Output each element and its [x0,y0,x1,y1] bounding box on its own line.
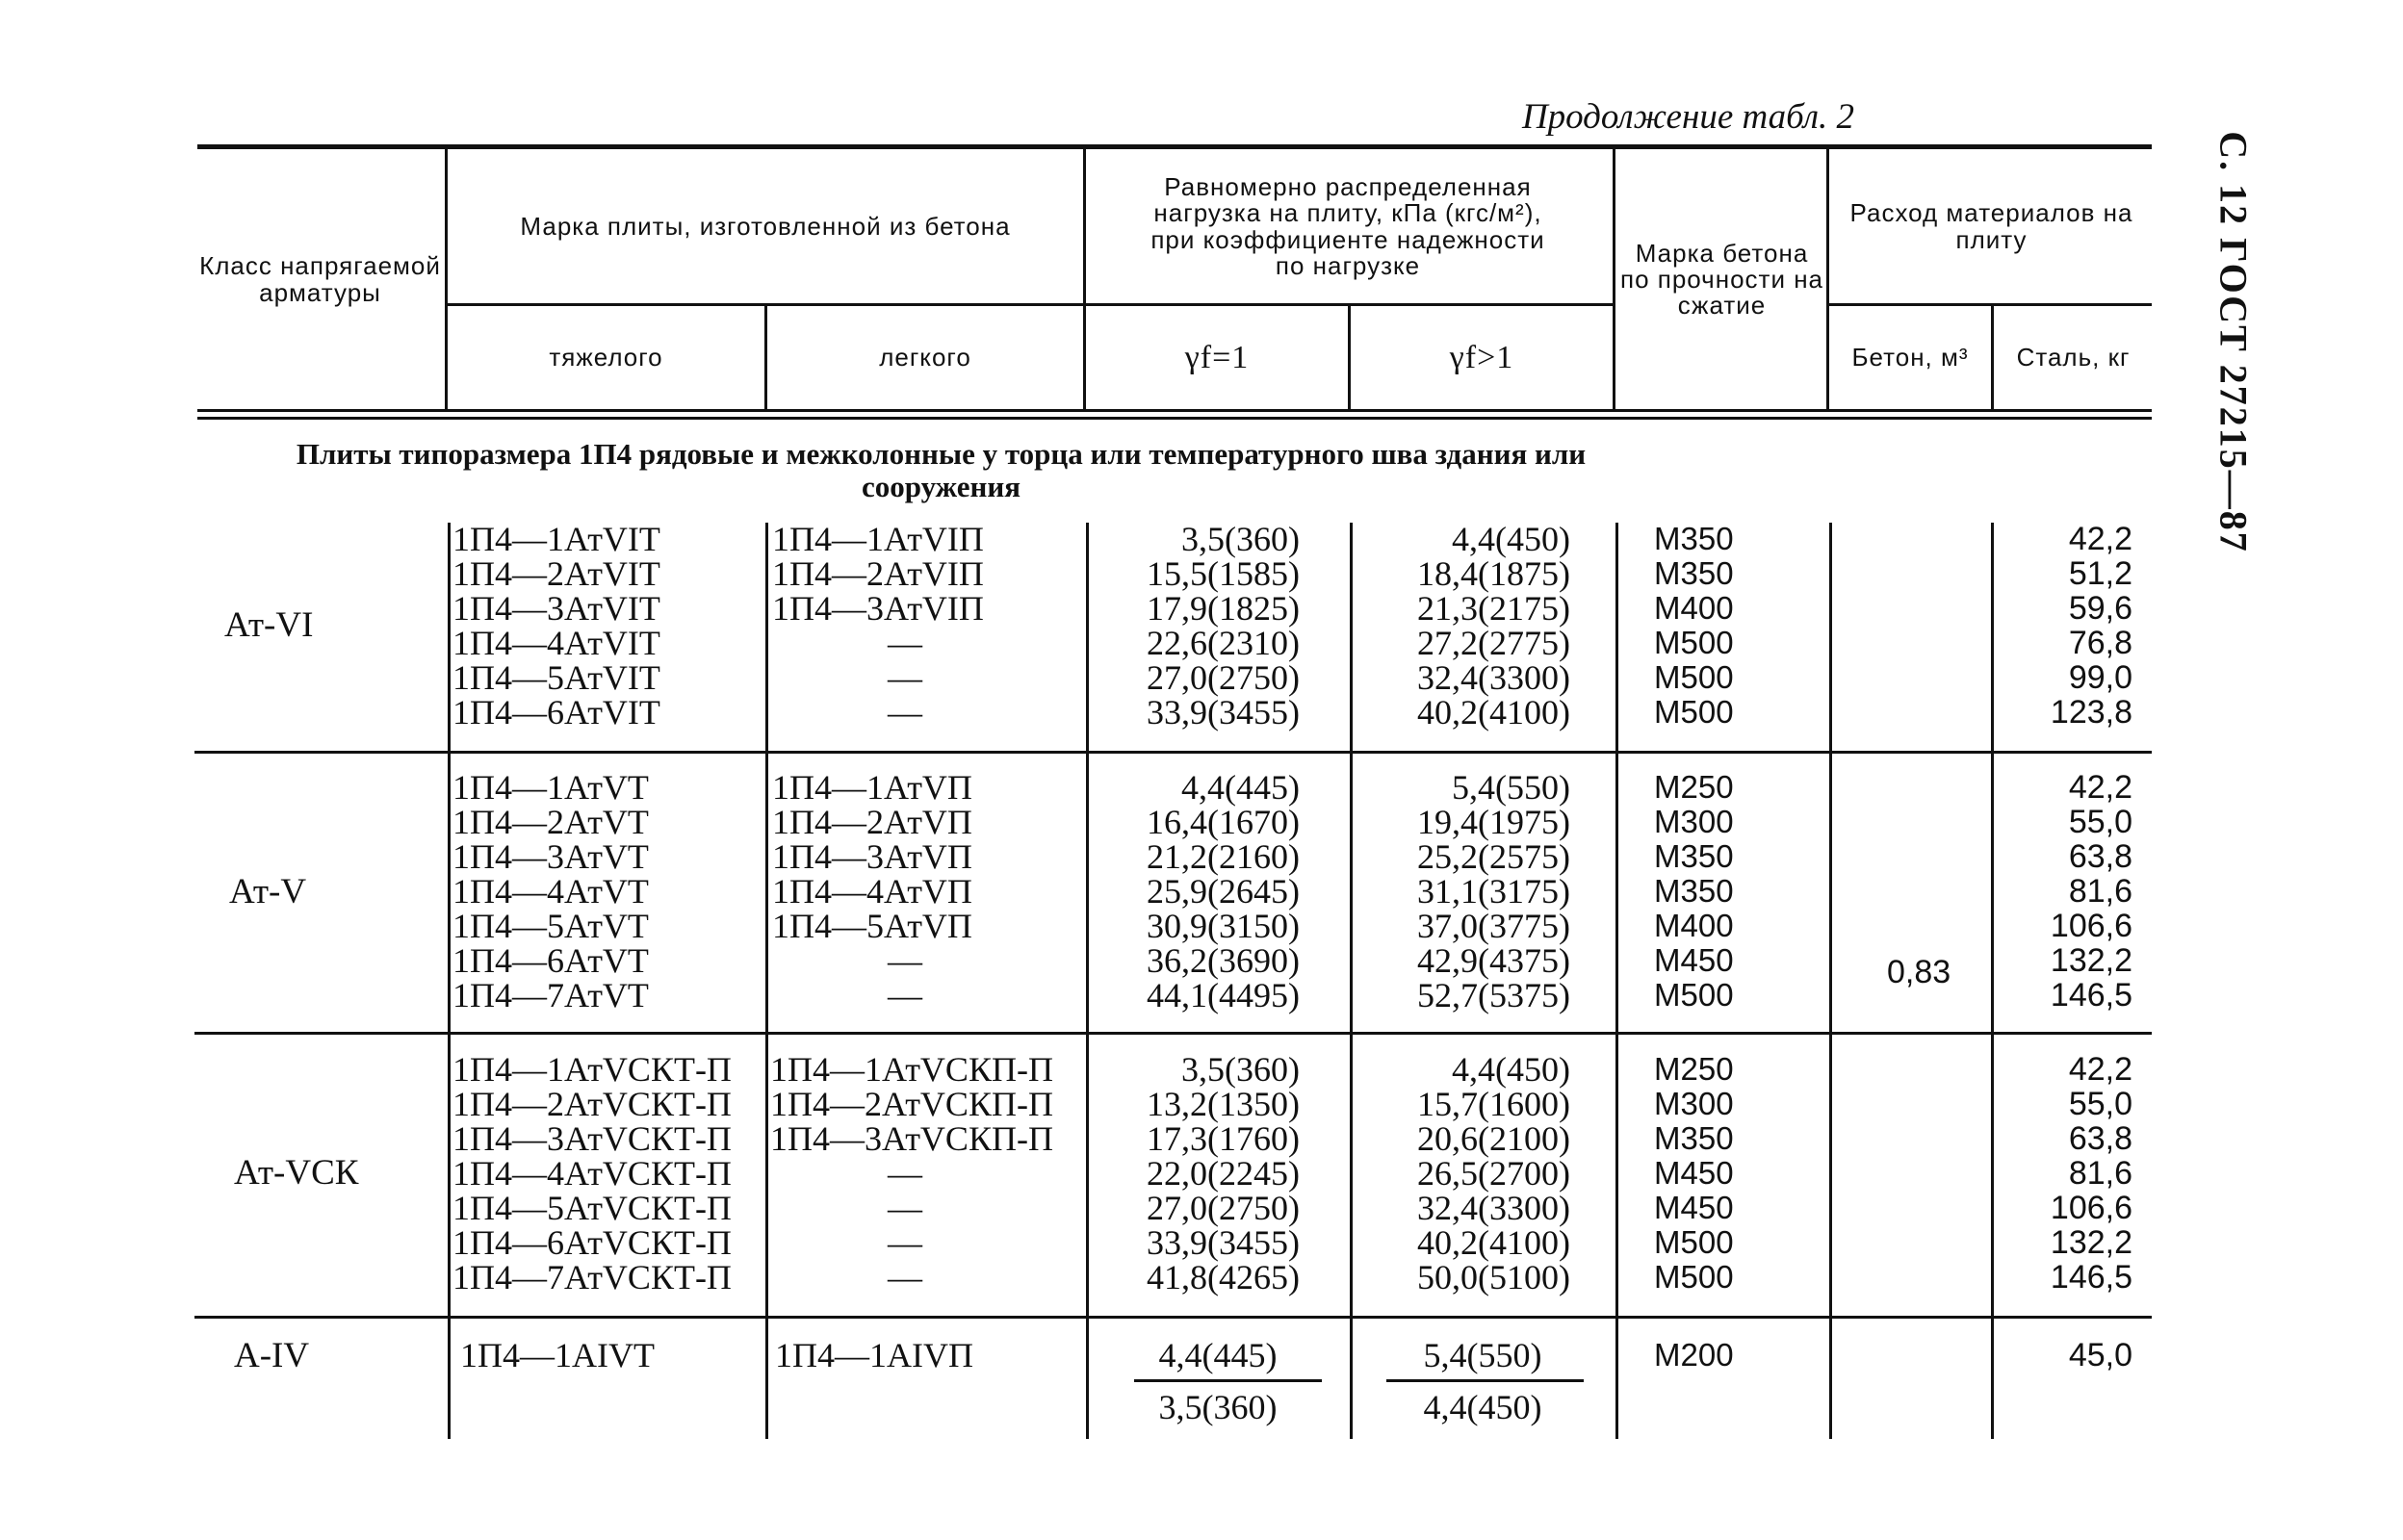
table-continuation-label: Продолжение табл. 2 [1521,97,1854,137]
body-col-rule-2 [765,523,768,1439]
table-cell: 42,2 [2068,521,2132,557]
table-cell: 40,2(4100) [1417,693,1570,732]
table-cell: 1П4—3АтVСКП-П [770,1119,1053,1158]
header-col-rule-2 [764,306,767,411]
concrete-volume-value: 0,83 [1887,954,1951,990]
table-cell: — [888,658,922,697]
table-cell: 17,3(1760) [1147,1119,1300,1158]
table-cell: 21,3(2175) [1417,589,1570,628]
table-cell: 32,4(3300) [1417,658,1570,697]
table-cell: 1П4—5АтVТ [452,907,649,945]
body-col-rule-1 [448,523,451,1439]
table-cell: 1П4—5АтVIТ [452,658,660,697]
table-cell: 1П4—2АтVСКП-П [770,1085,1053,1123]
table-cell: 63,8 [2068,838,2132,875]
table-cell: 4,4(445) [1181,768,1300,807]
class-label-at-vsk: Ат-VСК [234,1153,359,1193]
table-cell: 132,2 [2050,1224,2132,1261]
header-gamma-1: γf=1 [1184,339,1250,375]
table-cell: 5,4(550) [1452,768,1570,807]
table-cell: 106,6 [2050,1190,2132,1226]
group-divider-3 [194,1316,2152,1319]
table-cell: 25,2(2575) [1417,837,1570,876]
table-cell: — [888,1154,922,1193]
table-cell: М350 [1654,873,1734,909]
table-cell: 106,6 [2050,908,2132,944]
header-col-rule-5 [1613,149,1615,411]
g1-steel-col [1998,522,2132,730]
header-mid-rule-left [448,303,1613,306]
table-cell: 17,9(1825) [1147,589,1300,628]
section-title: Плиты типоразмера 1П4 рядовые и межколонные у торца или температурного шва здания или сооружения [296,437,1587,504]
table-cell: 1П4—4АтVСКТ-П [452,1154,732,1193]
table-cell: 1П4—6АтVСКТ-П [452,1223,732,1262]
g3-gamma1-col [1088,1052,1300,1295]
page-sidebar [2205,108,2262,589]
table-cell: М350 [1654,1120,1734,1156]
table-cell: — [888,624,922,662]
table-cell: 63,8 [2068,1120,2132,1157]
table-cell: 55,0 [2068,804,2132,840]
table-cell: 25,9(2645) [1147,872,1300,911]
g2-gamma2-col [1353,770,1570,1013]
table-cell: 44,1(4495) [1147,976,1300,1014]
table-cell: 1П4—2АтVIП [772,554,984,593]
class-label-at-v: Ат-V [229,872,307,911]
table-cell: 1П4—1АтVIП [772,520,984,558]
table-cell: 42,2 [2068,769,2132,806]
table-cell: 27,0(2750) [1147,658,1300,697]
header-concrete-grade: Марка бетона по прочности на сжатие [1619,238,1824,321]
a4-gamma2-bottom: 4,4(450) [1423,1388,1542,1426]
table-cell: М400 [1654,908,1734,943]
a4-gamma1-bottom: 3,5(360) [1158,1388,1278,1426]
table-cell: М500 [1654,977,1734,1013]
table-cell: 4,4(450) [1452,1050,1570,1089]
table-cell: 20,6(2100) [1417,1119,1570,1158]
header-concrete: Бетон, м³ [1851,342,1969,372]
g2-light-col [772,770,1080,1013]
class-label-a-iv: А-IV [234,1336,310,1375]
table-cell: М450 [1654,1190,1734,1225]
table-cell: 42,2 [2068,1051,2132,1088]
table-cell: 1П4—4АтVТ [452,872,649,911]
header-col-rule-1 [445,149,448,411]
table-cell: 41,8(4265) [1147,1258,1300,1296]
header-mark: Марка плиты, изготовленной из бетона [520,211,1011,241]
a4-grade: М200 [1654,1337,1734,1373]
table-cell: 27,0(2750) [1147,1189,1300,1227]
table-cell: 1П4—6АтVТ [452,941,649,980]
header-col-rule-7 [1991,306,1994,411]
table-cell: 15,7(1600) [1417,1085,1570,1123]
a4-gamma1-fraction-bar [1134,1379,1322,1382]
table-cell: 1П4—1АтVСКТ-П [452,1050,732,1089]
a4-gamma1-top: 4,4(445) [1158,1336,1278,1374]
table-cell: — [888,1189,922,1227]
table-cell: 42,9(4375) [1417,941,1570,980]
table-cell: 1П4—1АтVТ [452,768,649,807]
table-cell: 1П4—2АтVIТ [452,554,660,593]
g3-light-col [770,1052,1084,1295]
table-cell: 1П4—3АтVIТ [452,589,660,628]
table-cell: 1П4—2АтVСКТ-П [452,1085,732,1123]
table-cell: 1П4—1АтVIТ [452,520,660,558]
table-cell: 32,4(3300) [1417,1189,1570,1227]
a4-gamma2-fraction-bar [1386,1379,1584,1382]
table-cell: 33,9(3455) [1147,1223,1300,1262]
table-cell: М300 [1654,1086,1734,1121]
table-cell: 1П4—4АтVП [772,872,972,911]
header-materials: Расход материалов на плиту [1849,198,2133,254]
table-cell: М450 [1654,1155,1734,1191]
group-divider-2 [194,1032,2152,1035]
g3-grade-col [1654,1052,1798,1295]
g2-grade-col [1654,770,1798,1013]
table-cell: 123,8 [2050,694,2132,731]
header-light: легкого [879,342,971,372]
table-cell: 1П4—1АтVП [772,768,972,807]
table-cell: 3,5(360) [1181,520,1300,558]
table-cell: 51,2 [2068,555,2132,592]
g1-grade-col [1654,522,1798,730]
g1-gamma2-col [1353,522,1570,730]
table-cell: 22,6(2310) [1147,624,1300,662]
g2-steel-col [1998,770,2132,1013]
table-cell: 13,2(1350) [1147,1085,1300,1123]
a4-light: 1П4—1АIVП [775,1336,973,1374]
table-cell: 3,5(360) [1181,1050,1300,1089]
table-cell: М250 [1654,769,1734,805]
table-cell: 1П4—1АтVСКП-П [770,1050,1053,1089]
table-cell: 36,2(3690) [1147,941,1300,980]
table-top-rule [197,144,2152,149]
a4-steel: 45,0 [2068,1337,2132,1373]
header-steel: Сталь, кг [2016,342,2131,372]
g2-gamma1-col [1088,770,1300,1013]
table-cell: 26,5(2700) [1417,1154,1570,1193]
a4-heavy: 1П4—1АIVТ [460,1336,655,1374]
table-cell: 21,2(2160) [1147,837,1300,876]
g1-heavy-col [452,522,761,730]
header-col-rule-3 [1083,149,1086,411]
class-label-at-vi: Ат-VI [224,605,314,645]
table-cell: М350 [1654,838,1734,874]
table-cell: 31,1(3175) [1417,872,1570,911]
table-cell: 15,5(1585) [1147,554,1300,593]
g2-heavy-col [452,770,761,1013]
table-cell: 52,7(5375) [1417,976,1570,1014]
header-col-rule-4 [1348,306,1351,411]
table-cell: М350 [1654,521,1734,556]
table-cell: 1П4—3АтVП [772,837,972,876]
table-cell: 1П4—3АтVСКТ-П [452,1119,732,1158]
table-cell: М500 [1654,625,1734,660]
table-cell: 1П4—3АтVТ [452,837,649,876]
group-divider-1 [194,751,2152,754]
table-cell: 37,0(3775) [1417,907,1570,945]
g1-light-col [772,522,1080,730]
g1-gamma1-col [1088,522,1300,730]
table-cell: 50,0(5100) [1417,1258,1570,1296]
table-cell: 33,9(3455) [1147,693,1300,732]
table-cell: 1П4—2АтVТ [452,803,649,841]
header-class: Класс напрягаемой арматуры [199,251,441,307]
table-cell: М450 [1654,942,1734,978]
body-col-rule-6 [1829,523,1832,1439]
table-cell: 1П4—2АтVП [772,803,972,841]
table-cell: 59,6 [2068,590,2132,627]
table-cell: 81,6 [2068,873,2132,910]
table-cell: 18,4(1875) [1417,554,1570,593]
header-col-rule-6 [1826,149,1829,411]
table-cell: 146,5 [2050,977,2132,1014]
table-cell: М350 [1654,555,1734,591]
table-cell: — [888,693,922,732]
table-cell: 1П4—7АтVТ [452,976,649,1014]
table-cell: — [888,941,922,980]
table-cell: 1П4—5АтVП [772,907,972,945]
table-cell: 30,9(3150) [1147,907,1300,945]
table-cell: 19,4(1975) [1417,803,1570,841]
header-gamma-2: γf>1 [1449,339,1514,375]
table-cell: 76,8 [2068,625,2132,661]
table-cell: 22,0(2245) [1147,1154,1300,1193]
header-heavy: тяжелого [549,342,663,372]
g3-gamma2-col [1353,1052,1570,1295]
header-bottom-rule-2 [197,417,2152,420]
table-cell: 1П4—4АтVIТ [452,624,660,662]
table-cell: 81,6 [2068,1155,2132,1192]
standard-reference: С. 12 ГОСТ 27215—87 [2211,131,2256,553]
table-cell: — [888,976,922,1014]
table-cell: М300 [1654,804,1734,839]
table-cell: 4,4(450) [1452,520,1570,558]
table-cell: 99,0 [2068,659,2132,696]
table-cell: М250 [1654,1051,1734,1087]
a4-gamma2-top: 5,4(550) [1423,1336,1542,1374]
table-cell: М400 [1654,590,1734,626]
table-cell: 16,4(1670) [1147,803,1300,841]
table-cell: 132,2 [2050,942,2132,979]
table-cell: 1П4—6АтVIТ [452,693,660,732]
body-col-rule-7 [1991,523,1994,1439]
table-cell: 27,2(2775) [1417,624,1570,662]
g3-heavy-col [452,1052,762,1295]
table-cell: М500 [1654,659,1734,695]
table-cell: М500 [1654,1224,1734,1260]
table-cell: 1П4—7АтVСКТ-П [452,1258,732,1296]
header-bottom-rule [197,409,2152,412]
header-load: Равномерно распределенная нагрузка на плиту, кПа (кгс/м²), при коэффициенте надежности по нагрузке [1150,171,1545,280]
body-col-rule-5 [1615,523,1618,1439]
table-cell: 55,0 [2068,1086,2132,1122]
table-cell: М500 [1654,694,1734,730]
table-cell: 1П4—3АтVIП [772,589,984,628]
g3-steel-col [1998,1052,2132,1295]
table-cell: 146,5 [2050,1259,2132,1296]
table-cell: М500 [1654,1259,1734,1295]
table-cell: — [888,1223,922,1262]
table-cell: — [888,1258,922,1296]
table-cell: 40,2(4100) [1417,1223,1570,1262]
table-cell: 1П4—5АтVСКТ-П [452,1189,732,1227]
